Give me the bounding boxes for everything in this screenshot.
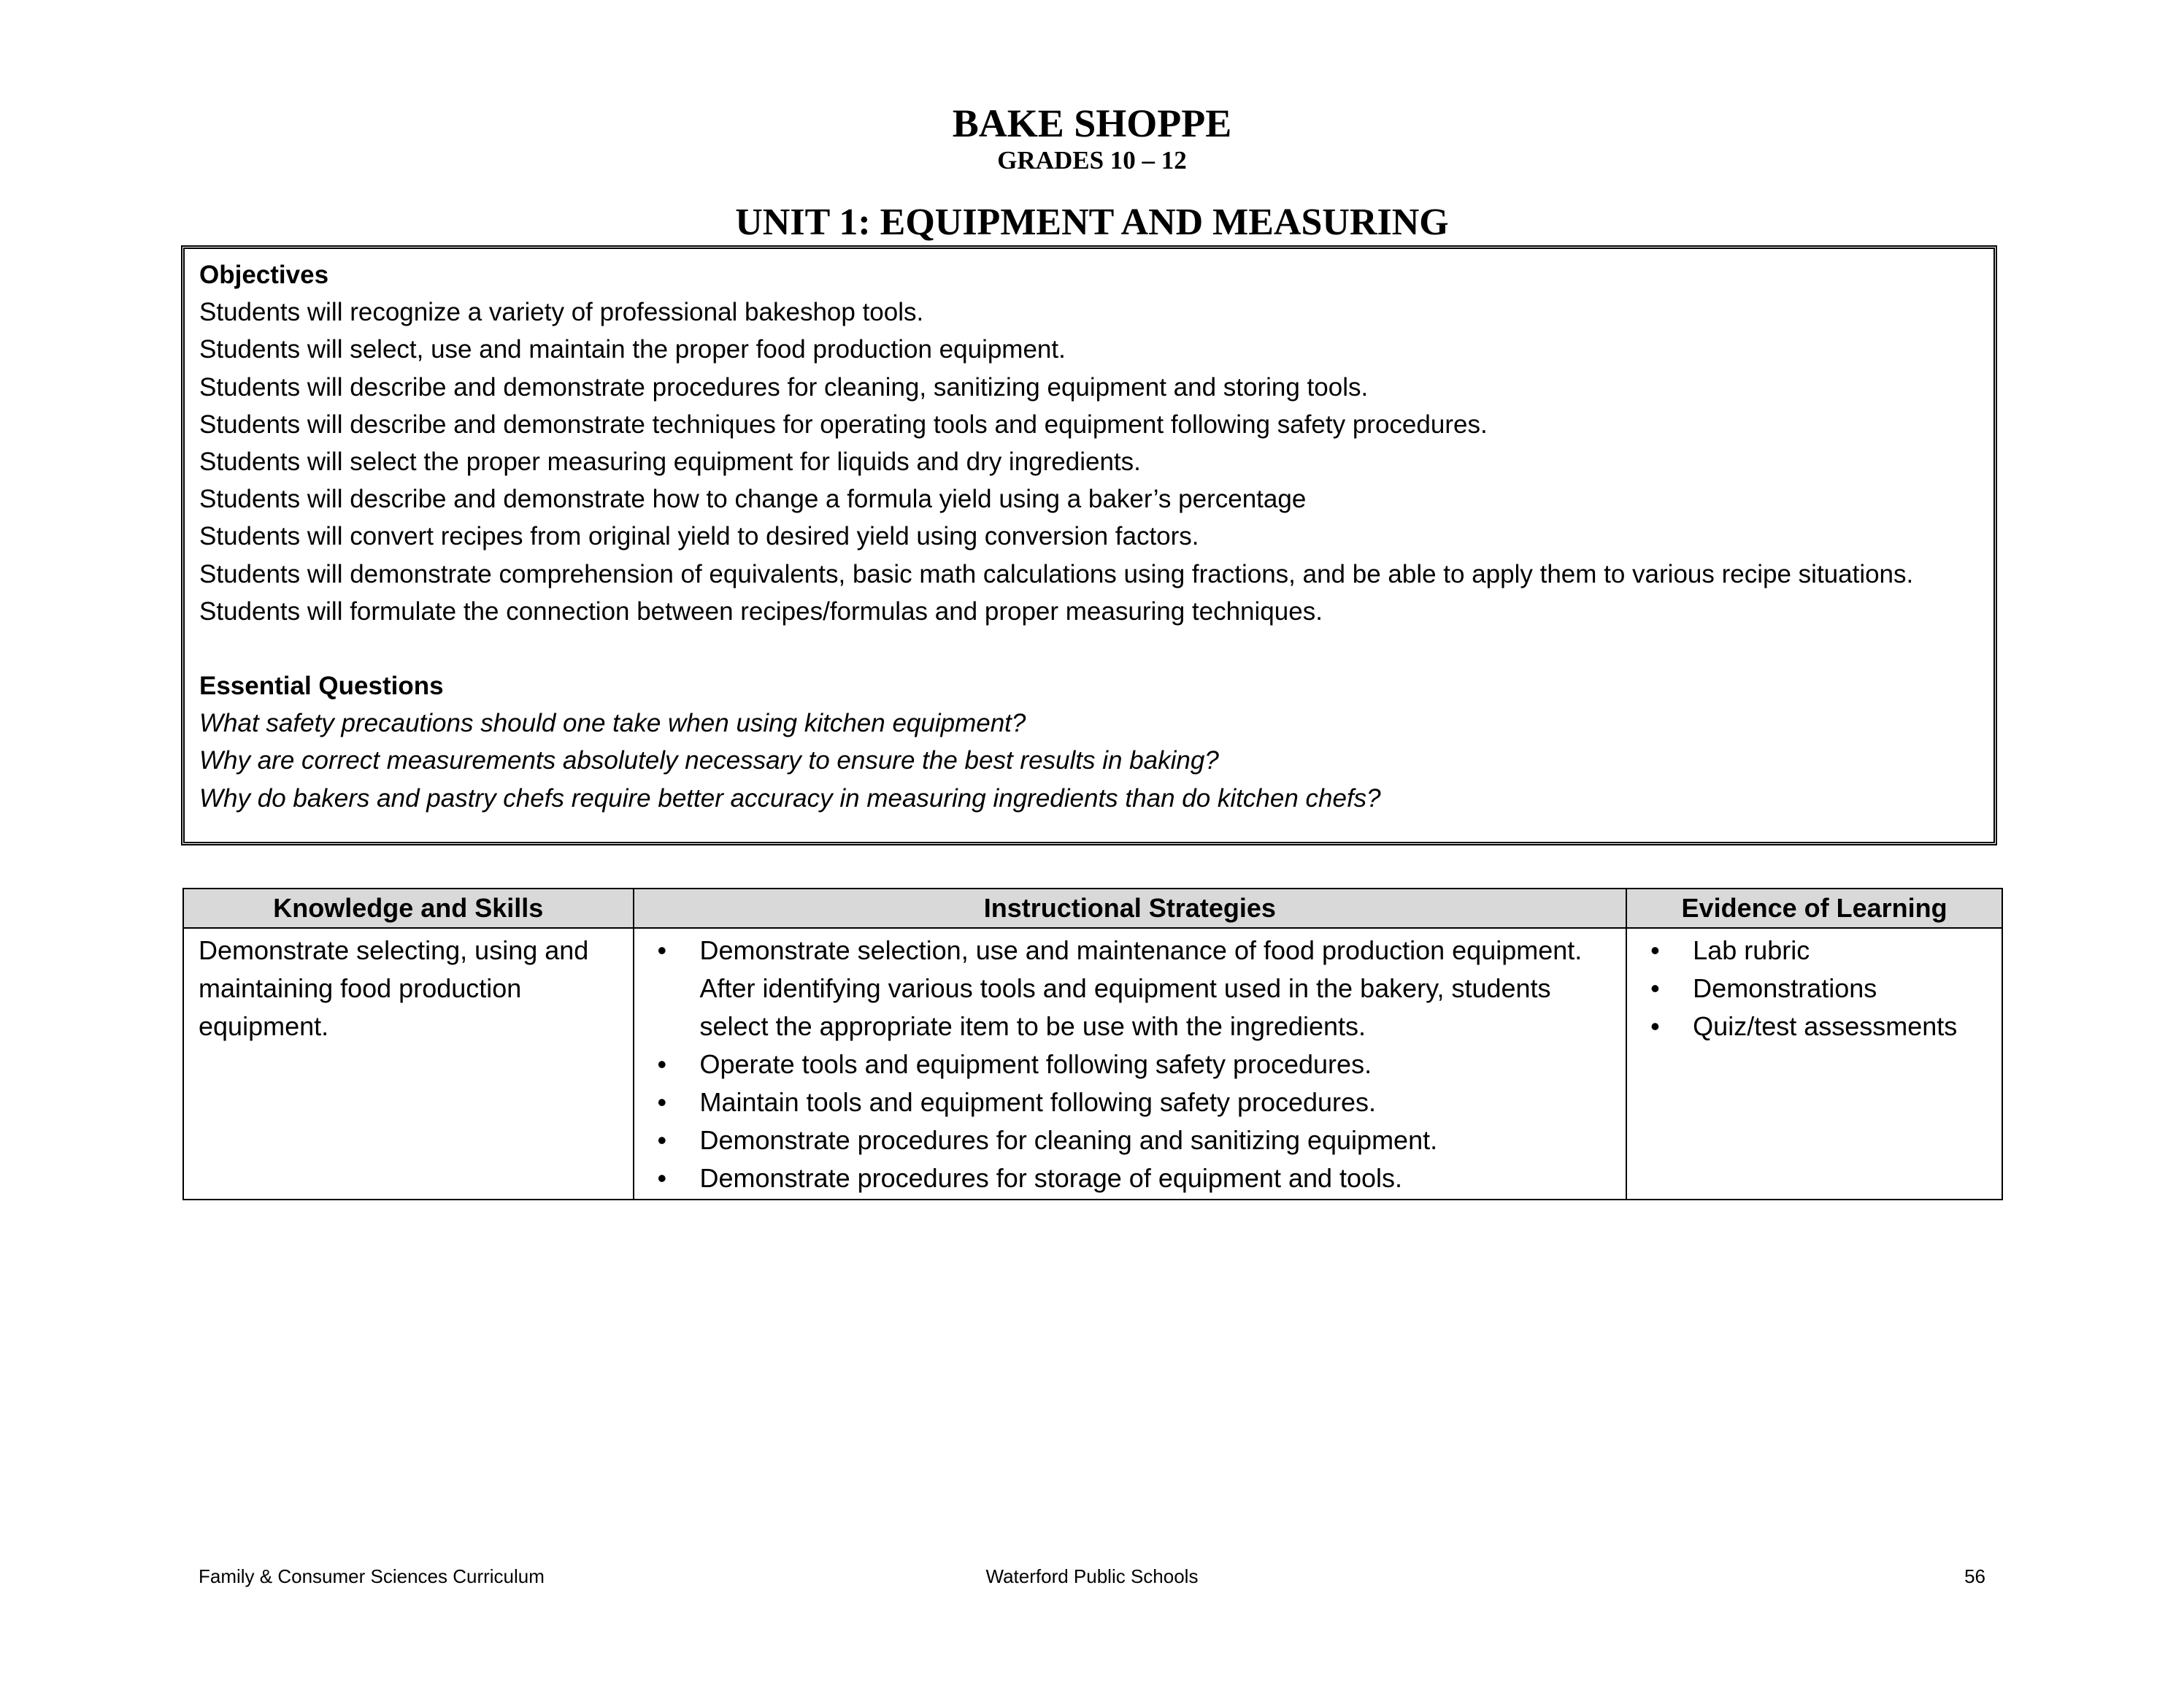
curriculum-table — [182, 888, 2003, 1200]
list-item: • Lab rubric — [1642, 932, 1987, 970]
footer-center: Waterford Public Schools — [985, 1565, 1199, 1587]
objective-item: Students will select, use and maintain the proper food production equipment. — [199, 335, 1066, 364]
essential-question: What safety precautions should one take when using kitchen equipment? — [199, 709, 1026, 738]
unit-title: UNIT 1: EQUIPMENT AND MEASURING — [735, 202, 1449, 243]
objective-item: Students will describe and demonstrate procedures for cleaning, sanitizing equipment and storing tools. — [199, 372, 1369, 402]
objective-item: Students will demonstrate comprehension of equivalents, basic math calculations using fractions, and be able to apply them to various recipe situations. — [199, 559, 1914, 588]
knowledge-cell: Demonstrate selecting, using and maintaining food production equipment. — [183, 928, 634, 1200]
page-number: 56 — [1964, 1565, 1985, 1587]
grades-subtitle: GRADES 10 – 12 — [997, 146, 1187, 174]
list-item: • Demonstrate procedures for storage of equipment and tools. — [649, 1159, 1612, 1197]
table-header-row — [183, 889, 2002, 928]
objectives-box — [181, 245, 1997, 845]
essential-question: Why do bakers and pastry chefs require better accuracy in measuring ingredients than do kitchen chefs? — [199, 783, 1381, 813]
list-item: • Maintain tools and equipment following safety procedures. — [649, 1083, 1612, 1121]
list-item: • Demonstrations — [1642, 970, 1987, 1008]
list-item: • Demonstrate selection, use and maintenance of food production equipment. After identifying various tools and equipment used in the bakery, students select the appropriate item to be use with the ingredients. — [649, 932, 1612, 1046]
objectives-heading: Objectives — [199, 261, 329, 289]
table-row — [183, 928, 2002, 1200]
objective-item: Students will select the proper measuring equipment for liquids and dry ingredients. — [199, 448, 1141, 477]
objective-item: Students will convert recipes from original yield to desired yield using conversion factors. — [199, 522, 1199, 551]
essential-question: Why are correct measurements absolutely necessary to ensure the best results in baking? — [199, 746, 1219, 775]
header-evidence: Evidence of Learning — [1626, 889, 2002, 928]
objective-item: Students will describe and demonstrate techniques for operating tools and equipment following safety procedures. — [199, 410, 1488, 439]
objective-item: Students will formulate the connection between recipes/formulas and proper measuring techniques. — [199, 596, 1323, 626]
header-knowledge: Knowledge and Skills — [183, 889, 634, 928]
objective-item: Students will describe and demonstrate how to change a formula yield using a baker’s percentage — [199, 485, 1307, 514]
strategies-cell — [634, 928, 1627, 1200]
list-item: • Quiz/test assessments — [1642, 1008, 1987, 1046]
objective-item: Students will recognize a variety of professional bakeshop tools. — [199, 298, 924, 327]
document-title: BAKE SHOPPE — [952, 101, 1232, 145]
list-item: • Demonstrate procedures for cleaning and sanitizing equipment. — [649, 1121, 1612, 1159]
list-item: • Operate tools and equipment following safety procedures. — [649, 1046, 1612, 1083]
footer-left: Family & Consumer Sciences Curriculum — [199, 1565, 545, 1587]
header-strategies: Instructional Strategies — [634, 889, 1627, 928]
evidence-cell — [1626, 928, 2002, 1200]
essential-questions-heading: Essential Questions — [199, 672, 444, 701]
